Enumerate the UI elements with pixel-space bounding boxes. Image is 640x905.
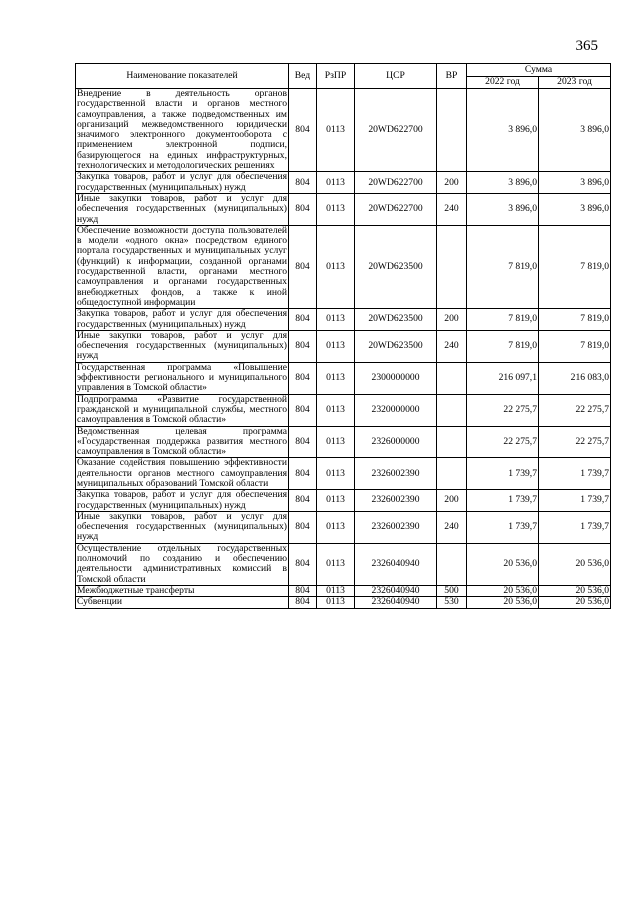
row-sum-2023: 7 819,0 [539, 330, 611, 362]
table-row [76, 309, 611, 331]
header-sum: Сумма [467, 64, 611, 77]
row-vr [437, 225, 467, 308]
row-name: Обеспечение возможности доступа пользователей в модели «одного окна» посредством единого портала государственных и муниципальных услуг (функций) к информации, созданной органами государственной власти, органами местного самоуправления и органами государственных внебюджетных фондов, а также к иной общедоступной информации [77, 224, 287, 308]
table-row [76, 490, 611, 512]
header-csr: ЦСР [355, 64, 437, 89]
row-ved: 804 [289, 309, 317, 331]
table-body [76, 89, 611, 609]
row-sum-2023: 3 896,0 [539, 89, 611, 172]
header-rzpr: РзПР [317, 64, 355, 89]
row-name: Оказание содействия повышению эффективности деятельности органов местного самоуправления муниципальных образований Томской области [77, 457, 287, 489]
row-name: Иные закупки товаров, работ и услуг для обеспечения государственных (муниципальных) нужд [77, 329, 287, 362]
row-vr: 240 [437, 330, 467, 362]
row-sum-2023: 1 739,7 [539, 490, 611, 512]
row-name: Государственная программа «Повышение эффективности регионального и муниципального управления в Томской области» [77, 361, 287, 394]
row-sum-2022: 3 896,0 [467, 172, 539, 194]
row-csr: 2326040940 [355, 585, 437, 596]
row-rzpr: 0113 [317, 426, 355, 458]
row-ved: 804 [289, 426, 317, 458]
row-sum-2023: 20 536,0 [539, 597, 611, 608]
row-ved: 804 [289, 458, 317, 490]
header-ved: Вед [289, 64, 317, 89]
row-sum-2022: 20 536,0 [467, 585, 539, 596]
row-name: Закупка товаров, работ и услуг для обеспечения государственных (муниципальных) нужд [77, 171, 287, 193]
row-sum-2023: 3 896,0 [539, 172, 611, 194]
row-name: Межбюджетные трансферты [76, 585, 289, 596]
row-sum-2022: 1 739,7 [467, 511, 539, 543]
row-csr: 20WD622700 [355, 172, 437, 194]
table-row [76, 394, 611, 426]
header-2023: 2023 год [539, 77, 611, 89]
row-rzpr: 0113 [317, 89, 355, 172]
row-sum-2022: 20 536,0 [467, 543, 539, 585]
row-csr: 20WD623500 [355, 309, 437, 331]
row-csr: 2320000000 [355, 394, 437, 426]
row-sum-2023: 1 739,7 [539, 511, 611, 543]
row-ved: 804 [289, 543, 317, 585]
header-2022: 2022 год [467, 77, 539, 89]
row-ved: 804 [289, 511, 317, 543]
row-vr [437, 458, 467, 490]
row-rzpr: 0113 [317, 597, 355, 608]
row-name: Осуществление отдельных государственных полномочий по созданию и обеспечению деятельности административных комиссий в Томской области [77, 542, 287, 585]
row-csr: 2326040940 [355, 543, 437, 585]
row-ved: 804 [289, 89, 317, 172]
row-vr [437, 394, 467, 426]
row-vr [437, 89, 467, 172]
row-rzpr: 0113 [317, 458, 355, 490]
table-row [76, 458, 611, 490]
row-sum-2022: 22 275,7 [467, 394, 539, 426]
row-name: Закупка товаров, работ и услуг для обеспечения государственных (муниципальных) нужд [77, 489, 287, 511]
row-sum-2023: 20 536,0 [539, 543, 611, 585]
table-row [76, 597, 611, 608]
row-rzpr: 0113 [317, 193, 355, 225]
row-ved: 804 [289, 394, 317, 426]
row-csr: 20WD622700 [355, 193, 437, 225]
row-sum-2023: 22 275,7 [539, 426, 611, 458]
row-sum-2023: 7 819,0 [539, 225, 611, 308]
row-ved: 804 [289, 193, 317, 225]
row-ved: 804 [289, 362, 317, 394]
row-sum-2022: 7 819,0 [467, 225, 539, 308]
row-name: Иные закупки товаров, работ и услуг для обеспечения государственных (муниципальных) нужд [77, 192, 287, 225]
row-sum-2022: 3 896,0 [467, 193, 539, 225]
row-name: Закупка товаров, работ и услуг для обеспечения государственных (муниципальных) нужд [77, 308, 287, 330]
row-vr: 530 [437, 597, 467, 608]
row-sum-2022: 1 739,7 [467, 490, 539, 512]
row-ved: 804 [289, 585, 317, 596]
row-vr: 240 [437, 511, 467, 543]
table-row [76, 89, 611, 172]
row-vr: 200 [437, 490, 467, 512]
table-header [76, 64, 611, 89]
row-csr: 20WD623500 [355, 330, 437, 362]
table-row [76, 543, 611, 585]
row-sum-2022: 216 097,1 [467, 362, 539, 394]
row-sum-2023: 22 275,7 [539, 394, 611, 426]
row-sum-2023: 20 536,0 [539, 585, 611, 596]
row-sum-2022: 1 739,7 [467, 458, 539, 490]
row-vr: 240 [437, 193, 467, 225]
row-vr: 500 [437, 585, 467, 596]
row-csr: 2326002390 [355, 458, 437, 490]
row-ved: 804 [289, 172, 317, 194]
row-sum-2023: 1 739,7 [539, 458, 611, 490]
row-name: Иные закупки товаров, работ и услуг для обеспечения государственных (муниципальных) нужд [77, 510, 287, 543]
table-row [76, 426, 611, 458]
row-vr: 200 [437, 172, 467, 194]
row-sum-2022: 20 536,0 [467, 597, 539, 608]
row-csr: 2326000000 [355, 426, 437, 458]
row-sum-2023: 216 083,0 [539, 362, 611, 394]
row-vr [437, 426, 467, 458]
row-csr: 2326002390 [355, 511, 437, 543]
row-ved: 804 [289, 490, 317, 512]
table-row [76, 585, 611, 596]
row-rzpr: 0113 [317, 172, 355, 194]
row-ved: 804 [289, 330, 317, 362]
row-csr: 20WD622700 [355, 89, 437, 172]
row-csr: 2326002390 [355, 490, 437, 512]
row-name: Ведомственная целевая программа «Государственная поддержка развития местного самоуправления в Томской области» [77, 425, 287, 458]
row-rzpr: 0113 [317, 585, 355, 596]
budget-table [75, 63, 611, 609]
row-name: Субвенции [76, 597, 289, 608]
row-sum-2022: 22 275,7 [467, 426, 539, 458]
row-rzpr: 0113 [317, 543, 355, 585]
row-vr [437, 362, 467, 394]
row-rzpr: 0113 [317, 394, 355, 426]
row-vr: 200 [437, 309, 467, 331]
header-vr: ВР [437, 64, 467, 89]
row-csr: 2326040940 [355, 597, 437, 608]
row-rzpr: 0113 [317, 362, 355, 394]
table-row [76, 193, 611, 225]
row-csr: 20WD623500 [355, 225, 437, 308]
row-sum-2023: 7 819,0 [539, 309, 611, 331]
table-row [76, 172, 611, 194]
row-name: Внедрение в деятельность органов государственной власти и органов местного самоуправления, а также подведомственных им организаций межведомственного юридически значимого электронного документооборота с применением электронной подписи, базирующегося на единых инфраструктурных, технологических и методологических решениях [77, 88, 287, 172]
row-sum-2022: 3 896,0 [467, 89, 539, 172]
row-sum-2023: 3 896,0 [539, 193, 611, 225]
row-ved: 804 [289, 597, 317, 608]
row-csr: 2300000000 [355, 362, 437, 394]
table-row [76, 330, 611, 362]
row-sum-2022: 7 819,0 [467, 309, 539, 331]
table-row [76, 362, 611, 394]
row-rzpr: 0113 [317, 490, 355, 512]
header-name: Наименование показателей [76, 64, 289, 89]
table-row [76, 225, 611, 308]
row-rzpr: 0113 [317, 330, 355, 362]
row-rzpr: 0113 [317, 309, 355, 331]
row-ved: 804 [289, 225, 317, 308]
row-sum-2022: 7 819,0 [467, 330, 539, 362]
row-name: Подпрограмма «Развитие государственной гражданской и муниципальной службы, местного самоуправления в Томской области» [77, 393, 287, 426]
row-rzpr: 0113 [317, 225, 355, 308]
page-number: 365 [575, 38, 598, 54]
table-row [76, 511, 611, 543]
row-rzpr: 0113 [317, 511, 355, 543]
row-vr [437, 543, 467, 585]
